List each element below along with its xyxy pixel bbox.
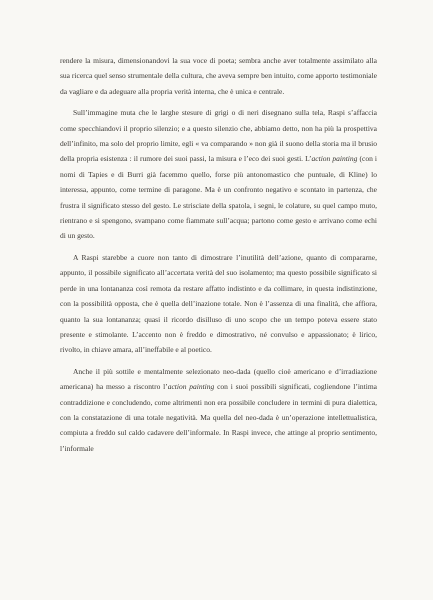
text-segment: rendere la misura, dimensionandovi la sua voce di poeta; sembra anche aver totalmente assimilato alla sua ricerca quel senso strumentale della cultura, che aveva sempre ben intuito, come apporto testimoniale da vagliare e da adeguare alla propria verità interna, che è unica e centrale. [60,56,377,96]
text-segment: A Raspi starebbe a cuore non tanto di dimostrare l’inutilità dell’azione, quanto di compararne, appunto, il possibile significato all’accertata verità del suo isolamento; ma questo possibile significato si perde in una lontananza così remota da restare affatto indistinto e da collimare, in questa indistinzione, con la possibilità opposta, che è quella dell’inazione totale. Non è l’assenza di una finalità, che affiora, quanto la sua lontananza; quasi il ricordo disilluso di uno scopo che un tempo poteva essere stato presente e stimolante. L’accento non è freddo e dimostrativo, né convulso e appassionato; è lirico, rivolto, in chiave amara, all’ineffabile e al poetico. [60,252,377,355]
text-segment: Sull’immagine muta che le larghe stesure di grigi o di neri disegnano sulla tela, Raspi s’affaccia come specchiandovi il proprio silenzio; e a questo silenzio che, abbiamo detto, non ha più la prospettiva dell’infinito, ma solo del proprio limite, egli « va comparando » non già il suono della storia ma il brusio della propria esistenza : il rumore dei suoi passi, la misura e l’eco dei suoi gesti. L’ [60,108,377,164]
text-segment: con i suoi possibili significati, cogliendone l’intima contraddizione e concludendo, come altrimenti non era possibile concludere in termini di pura dialettica, con la constatazione di una totale negatività. Ma quella del neo-dada è un’operazione intellettualistica, compiuta a freddo sul caldo cadavere dell’informale. In Raspi invece, che attinge al proprio sentimento, l’informale [60,382,377,453]
paragraph-3 [60,250,377,358]
paragraph-4 [60,364,377,456]
text-segment: Anche il più sottile e mentalmente selezionato neo-dada (quello cioè americano e d’irradiazione americana) ha messo a riscontro l’ [60,366,377,392]
paragraph-1 [60,53,377,99]
text-segment: (con i nomi di Tapies e di Burri già facemmo quello, forse più antonomastico che puntuale, di Kline) lo interessa, appunto, come termine di paragone. Ma è un confronto negativo e scontato in partenza, che frustra il significato stesso del gesto. Le strisciate della spatola, i segni, le colature, su quel campo muto, rientrano e si spengono, svampano come fiammate sull’acqua; partono come gesto e arrivano come echi di un gesto. [60,154,377,241]
italic-term: action painting [167,382,215,392]
body-text [60,53,377,456]
italic-term: action painting [311,154,358,164]
paragraph-2 [60,105,377,244]
